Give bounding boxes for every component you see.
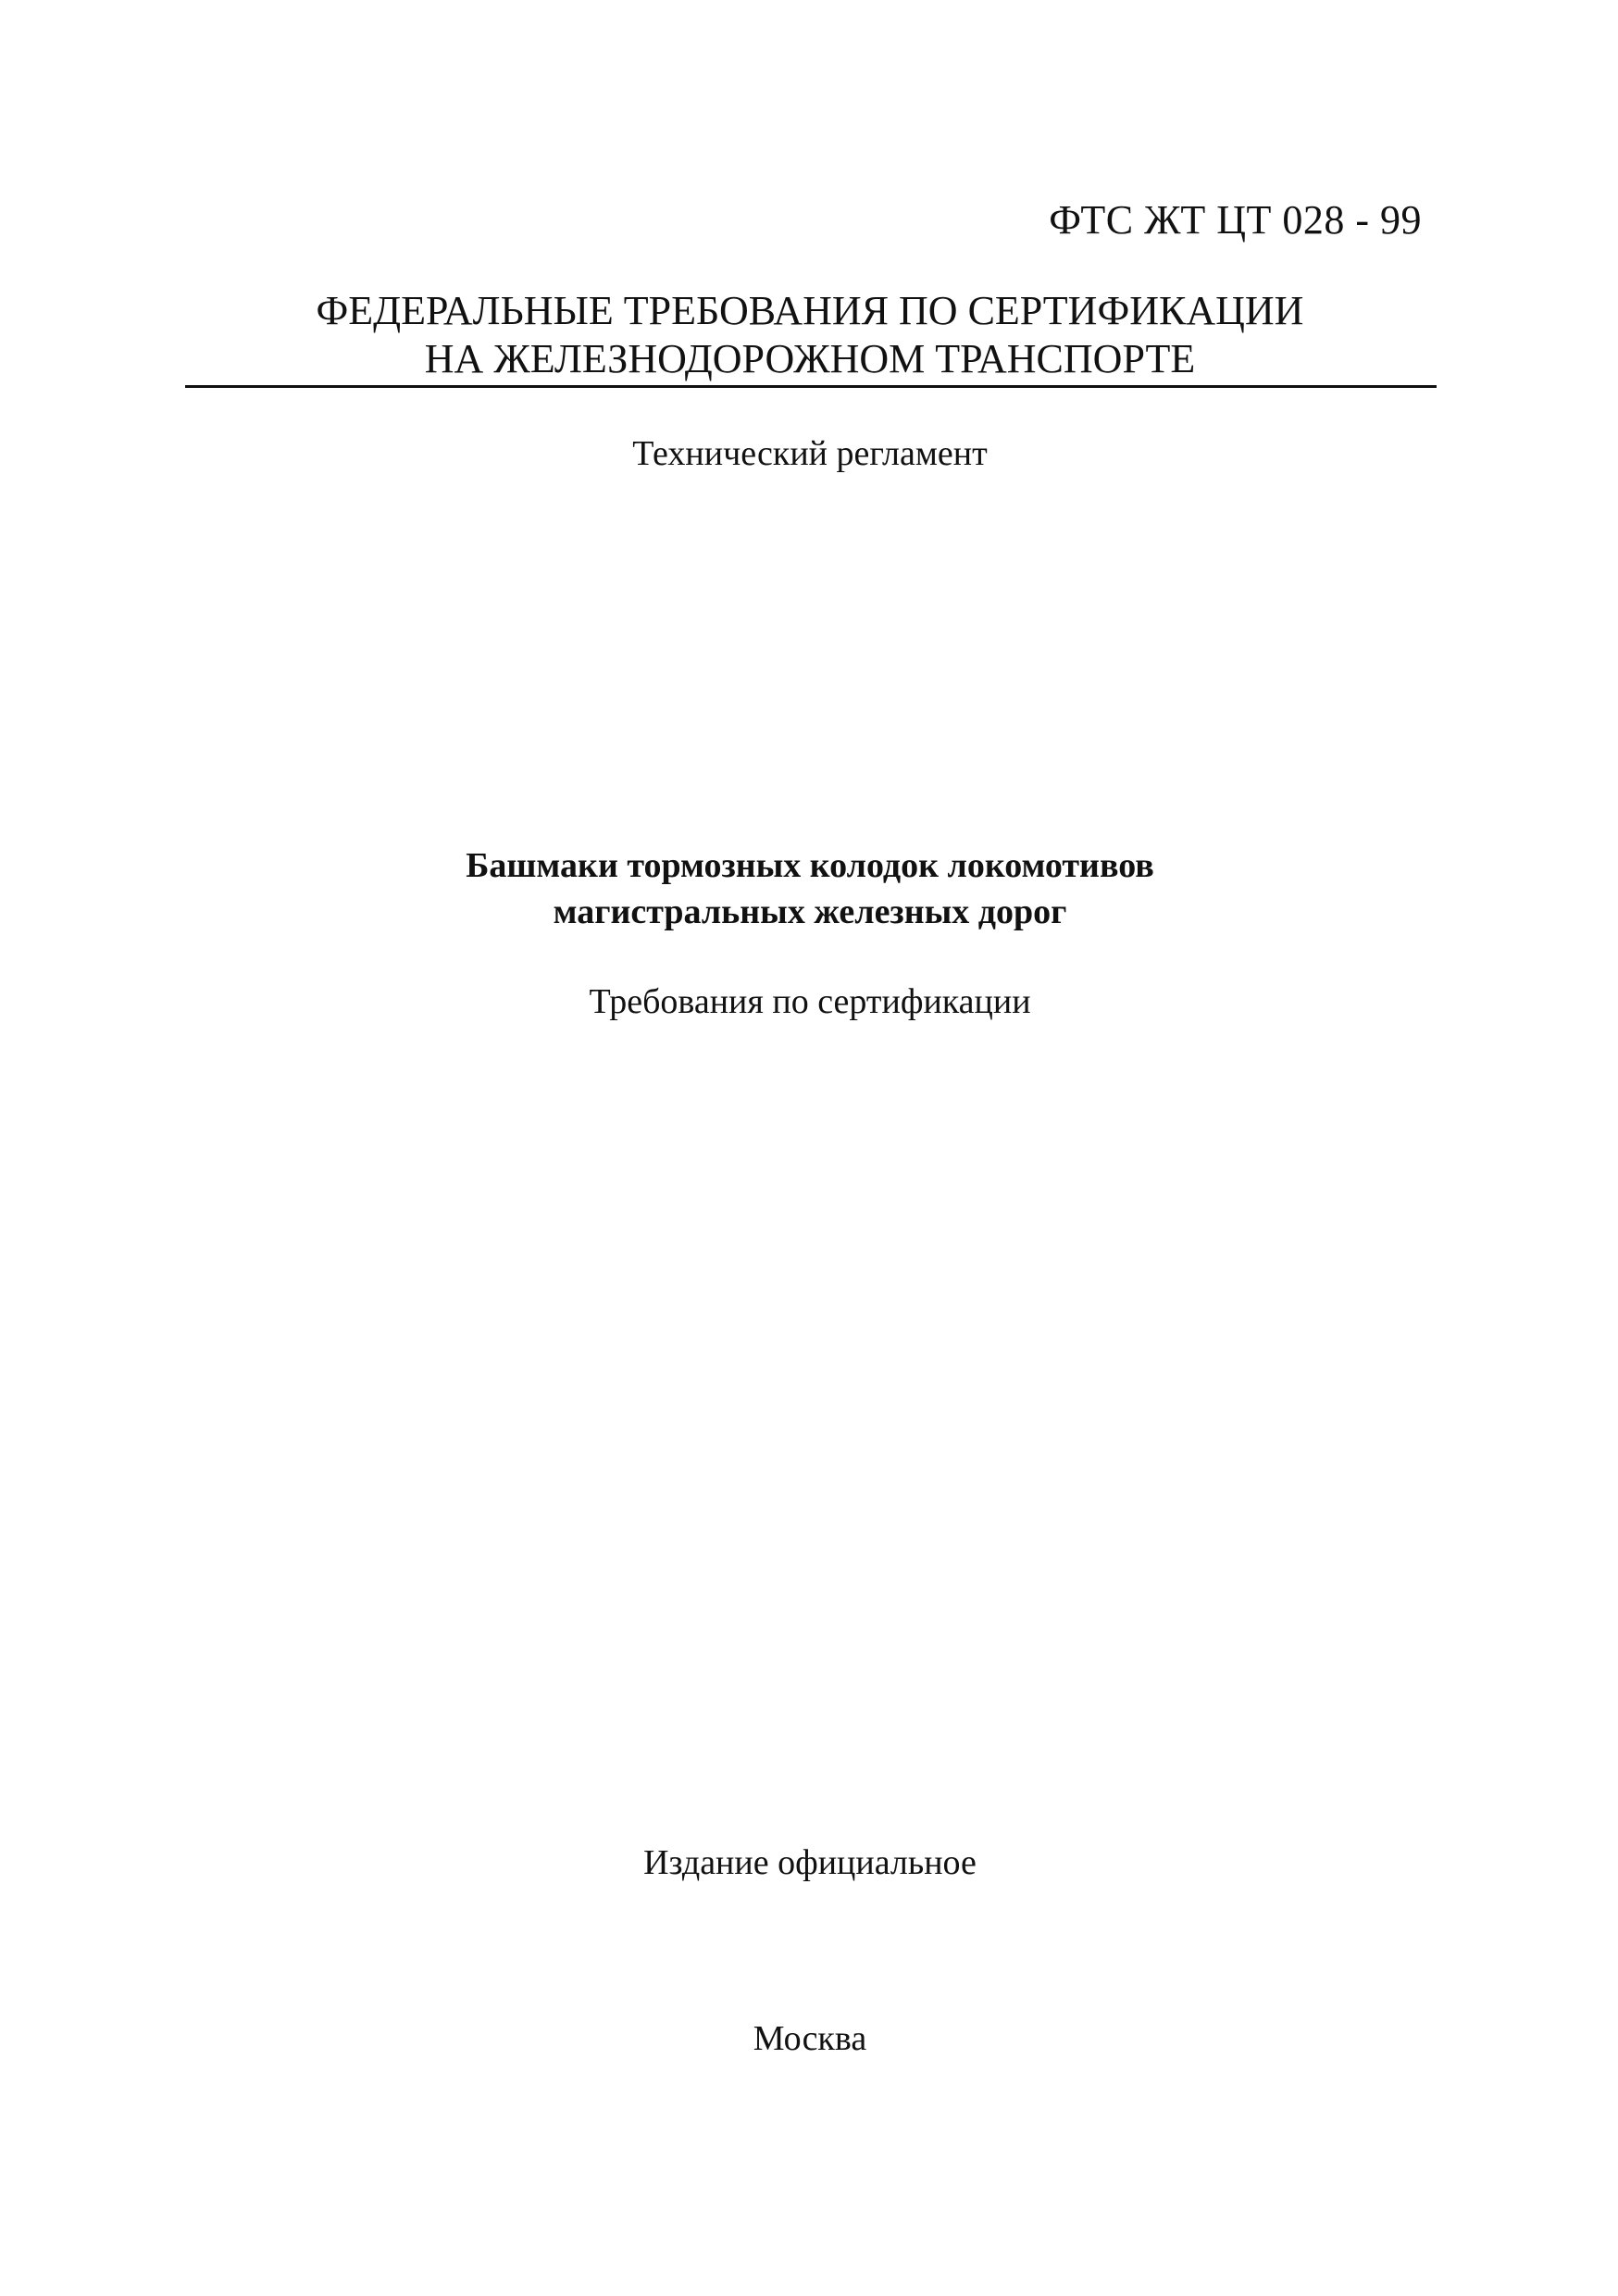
organization-heading [185,287,1435,383]
edition-label: Издание официальное [643,1843,977,1882]
publication-city: Москва [753,2019,867,2058]
organization-line-1: ФЕДЕРАЛЬНЫЕ ТРЕБОВАНИЯ ПО СЕРТИФИКАЦИИ [316,288,1304,333]
document-title-line-2: магистральных железных дорог [553,892,1067,931]
header-divider [185,385,1437,388]
organization-line-2: НА ЖЕЛЕЗНОДОРОЖНОМ ТРАНСПОРТЕ [424,336,1196,381]
regulation-type: Технический регламент [632,434,988,473]
document-code: ФТС ЖТ ЦТ 028 - 99 [1049,197,1422,243]
document-subtitle: Требования по сертификации [589,982,1031,1021]
document-title-line-1: Башмаки тормозных колодок локомотивов [466,846,1154,885]
document-title [185,842,1435,935]
